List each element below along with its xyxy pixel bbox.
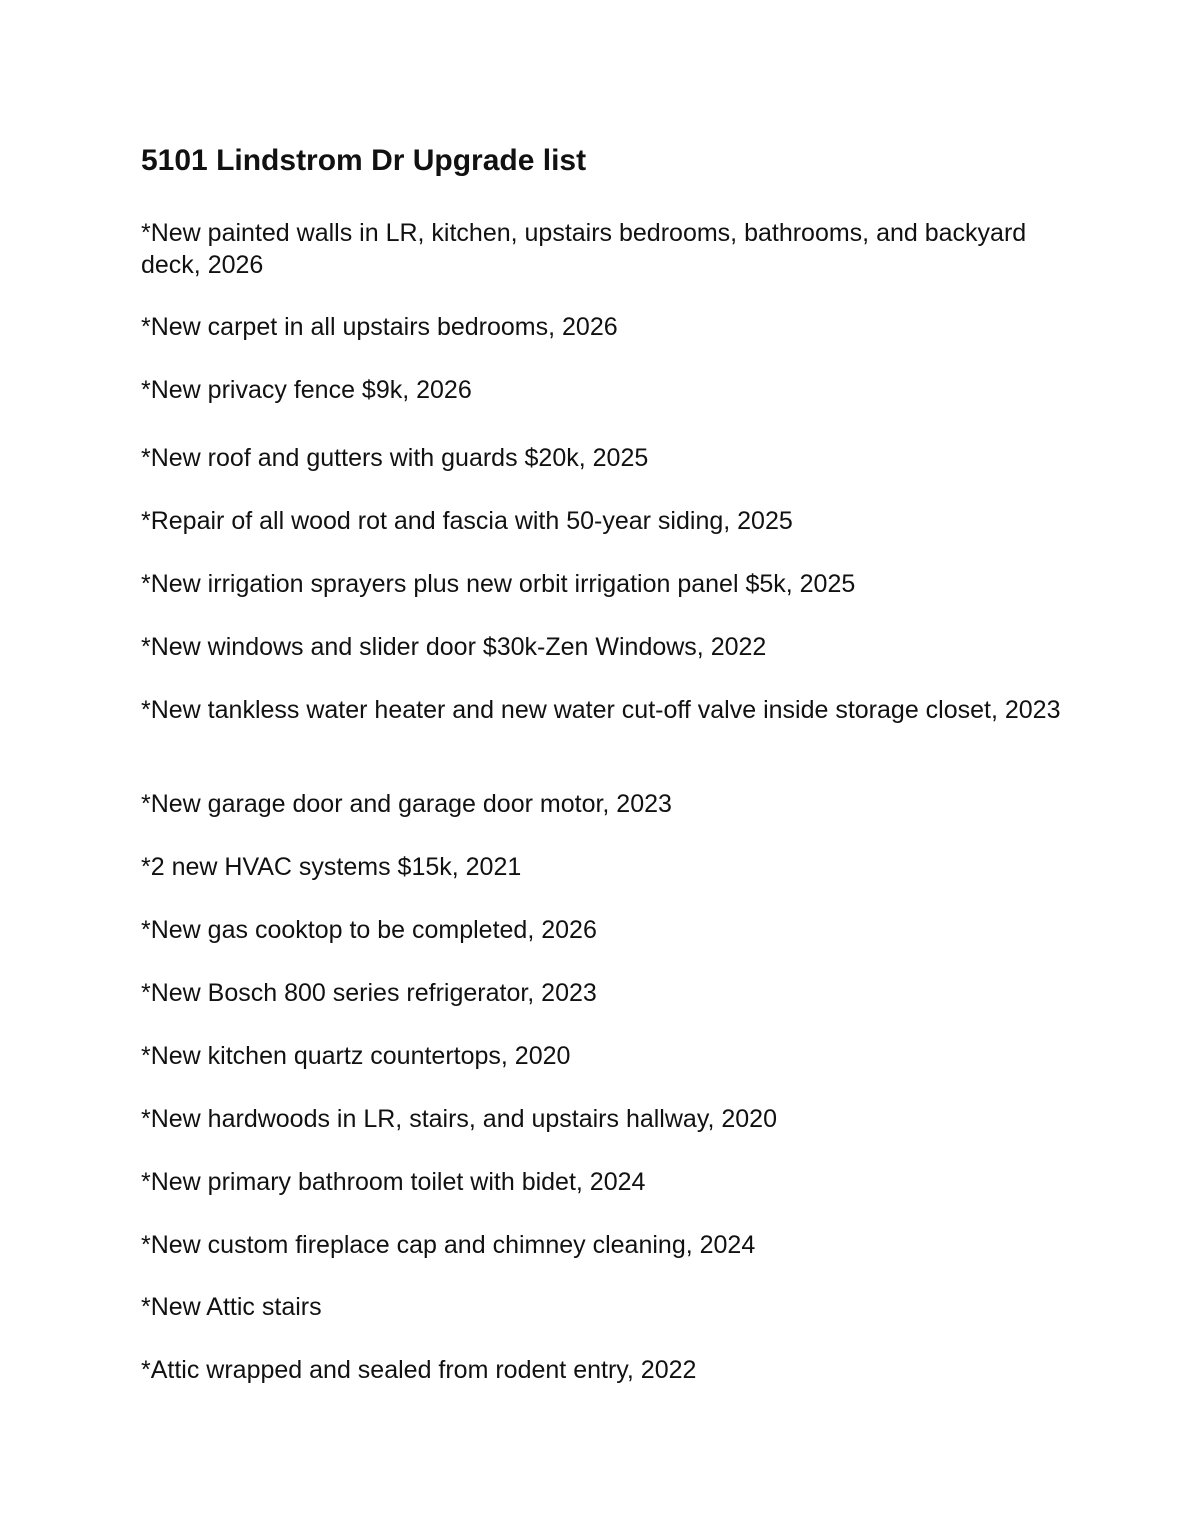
list-item: *New primary bathroom toilet with bidet, 2024 <box>141 1168 646 1196</box>
list-item: *New hardwoods in LR, stairs, and upstairs hallway, 2020 <box>141 1105 777 1133</box>
list-item: *New painted walls in LR, kitchen, upstairs bedrooms, bathrooms, and backyard deck, 2026 <box>141 219 1027 279</box>
list-item: *New roof and gutters with guards $20k, 2025 <box>141 444 649 472</box>
list-item: *New Attic stairs <box>141 1293 322 1321</box>
list-item: *New kitchen quartz countertops, 2020 <box>141 1042 571 1070</box>
list-item: *New custom fireplace cap and chimney cleaning, 2024 <box>141 1231 756 1259</box>
list-item: *New carpet in all upstairs bedrooms, 2026 <box>141 313 618 341</box>
list-item: *New irrigation sprayers plus new orbit irrigation panel $5k, 2025 <box>141 570 856 598</box>
list-item: *New gas cooktop to be completed, 2026 <box>141 916 597 944</box>
list-item: *New windows and slider door $30k-Zen Windows, 2022 <box>141 633 767 661</box>
list-item: *Attic wrapped and sealed from rodent entry, 2022 <box>141 1356 697 1384</box>
page-title: 5101 Lindstrom Dr Upgrade list <box>141 144 587 177</box>
list-item: *New Bosch 800 series refrigerator, 2023 <box>141 979 597 1007</box>
list-item: *Repair of all wood rot and fascia with 50-year siding, 2025 <box>141 507 793 535</box>
list-item: *New privacy fence $9k, 2026 <box>141 376 472 404</box>
list-item: *2 new HVAC systems $15k, 2021 <box>141 853 522 881</box>
list-item: *New garage door and garage door motor, 2023 <box>141 790 672 818</box>
list-item: *New tankless water heater and new water cut-off valve inside storage closet, 2023 <box>141 696 1061 724</box>
